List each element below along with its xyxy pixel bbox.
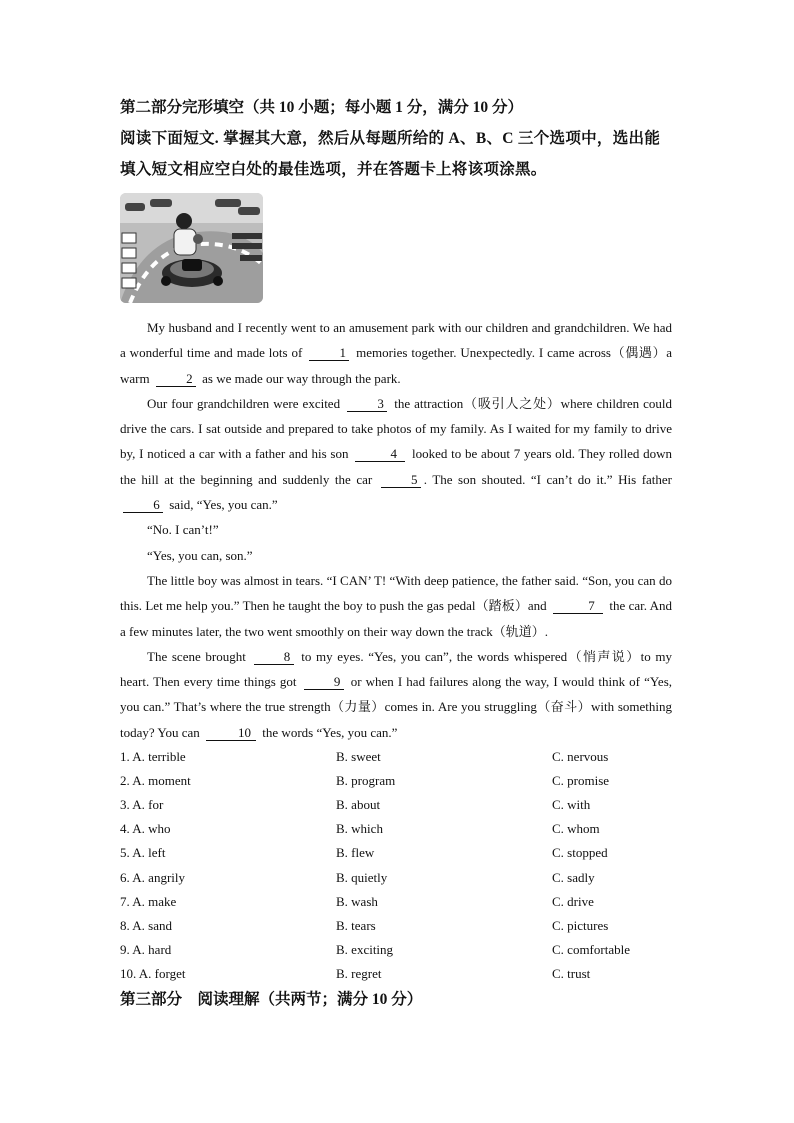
passage-paragraph-1: My husband and I recently went to an amusement park with our children and grandchildren. We had a wonderful time and made lots of 1 memories together. Unexpectedly. I came across（偶遇）a warm 2 as we made our way through the park.	[120, 320, 673, 386]
option-8a: 8. A. sand	[120, 917, 172, 933]
option-3c: C. with	[552, 797, 591, 813]
option-10a: 10. A. forget	[120, 965, 186, 981]
options-row-9	[120, 938, 672, 962]
option-10b: B. regret	[336, 965, 382, 981]
option-2b: B. program	[336, 773, 396, 789]
options-row-7	[120, 890, 672, 914]
option-8c: C. pictures	[552, 917, 609, 933]
blank-7: 7	[553, 598, 603, 614]
go-kart-photo	[120, 193, 263, 303]
option-6a: 6. A. angrily	[120, 869, 185, 885]
option-9c: C. comfortable	[552, 941, 630, 957]
exam-page	[120, 92, 672, 1014]
option-6b: B. quietly	[336, 869, 388, 885]
option-8b: B. tears	[336, 917, 376, 933]
blank-1: 1	[309, 345, 349, 361]
section2-heading: 第二部分完形填空（共 10 小题；每小题 1 分，满分 10 分）	[120, 99, 524, 116]
options-row-6	[120, 866, 672, 890]
option-6c: C. sadly	[552, 869, 595, 885]
option-7a: 7. A. make	[120, 893, 177, 909]
blank-2: 2	[156, 371, 196, 387]
option-2a: 2. A. moment	[120, 773, 191, 789]
option-7c: C. drive	[552, 893, 594, 909]
blank-8: 8	[254, 649, 294, 665]
option-1b: B. sweet	[336, 749, 381, 765]
answer-options	[120, 745, 672, 986]
blank-5: 5	[381, 472, 421, 488]
passage-paragraph-3: “No. I can’t!”	[147, 522, 219, 538]
blank-6: 6	[123, 497, 163, 513]
options-row-5	[120, 841, 672, 865]
option-4b: B. which	[336, 821, 383, 837]
blank-9: 9	[304, 674, 344, 690]
option-3a: 3. A. for	[120, 797, 164, 813]
option-9a: 9. A. hard	[120, 941, 172, 957]
passage-paragraph-5: The little boy was almost in tears. “I CAN’ T! “With deep patience, the father said. “Son, you can do this. Let me help you.” Then he taught the boy to push the gas pedal（踏板）and 7 the car. And a few minutes later, the two went smoothly on their way down the track（轨道）.	[120, 572, 672, 639]
options-row-4	[120, 817, 672, 841]
option-5a: 5. A. left	[120, 845, 166, 861]
passage-paragraph-2: Our four grandchildren were excited 3 the attraction（吸引人之处）where children could drive the cars. I sat outside and prepared to take photos of my family. As I waited for my family to drive by, I noticed a car with a father and his son 4 looked to be about 7 years old. They rolled down the hill at the beginning and suddenly the car 5 . The son shouted. “I can’t do it.” His father 6 said, “Yes, you can.”	[120, 395, 673, 513]
blank-10: 10	[206, 725, 256, 741]
option-7b: B. wash	[336, 893, 378, 909]
options-row-3	[120, 793, 672, 817]
passage-paragraph-6: The scene brought 8 to my eyes. “Yes, you can”, the words whispered（悄声说）to my heart. Then every time things got 9 or when I had failures along the way, I would think of “Yes, you can.” That’s where the true strength（力量）comes in. Are you struggling（奋斗）with something today? You can 10 the words “Yes, you can.”	[120, 648, 673, 740]
option-5b: B. flew	[336, 845, 375, 861]
option-1c: C. nervous	[552, 749, 609, 765]
option-4a: 4. A. who	[120, 821, 171, 837]
option-3b: B. about	[336, 797, 381, 813]
section3-heading: 第三部分 阅读理解（共两节；满分 10 分）	[120, 990, 423, 1008]
option-10c: C. trust	[552, 965, 591, 981]
option-1a: 1. A. terrible	[120, 749, 186, 765]
option-4c: C. whom	[552, 821, 600, 837]
options-row-2	[120, 769, 672, 793]
options-row-8	[120, 914, 672, 938]
passage-paragraph-4: “Yes, you can, son.”	[147, 547, 253, 563]
option-5c: C. stopped	[552, 845, 608, 861]
blank-4: 4	[355, 446, 405, 462]
option-9b: B. exciting	[336, 941, 394, 957]
section2-instruction-line1: 阅读下面短文. 掌握其大意，然后从每题所给的 A、B、C 三个选项中，选出能	[120, 130, 661, 147]
blank-3: 3	[347, 396, 387, 412]
option-2c: C. promise	[552, 773, 610, 789]
options-row-10	[120, 962, 672, 986]
options-row-1	[120, 745, 672, 769]
cloze-passage	[120, 315, 672, 745]
section2-instruction-line2: 填入短文相应空白处的最佳选项，并在答题卡上将该项涂黑。	[120, 161, 547, 178]
